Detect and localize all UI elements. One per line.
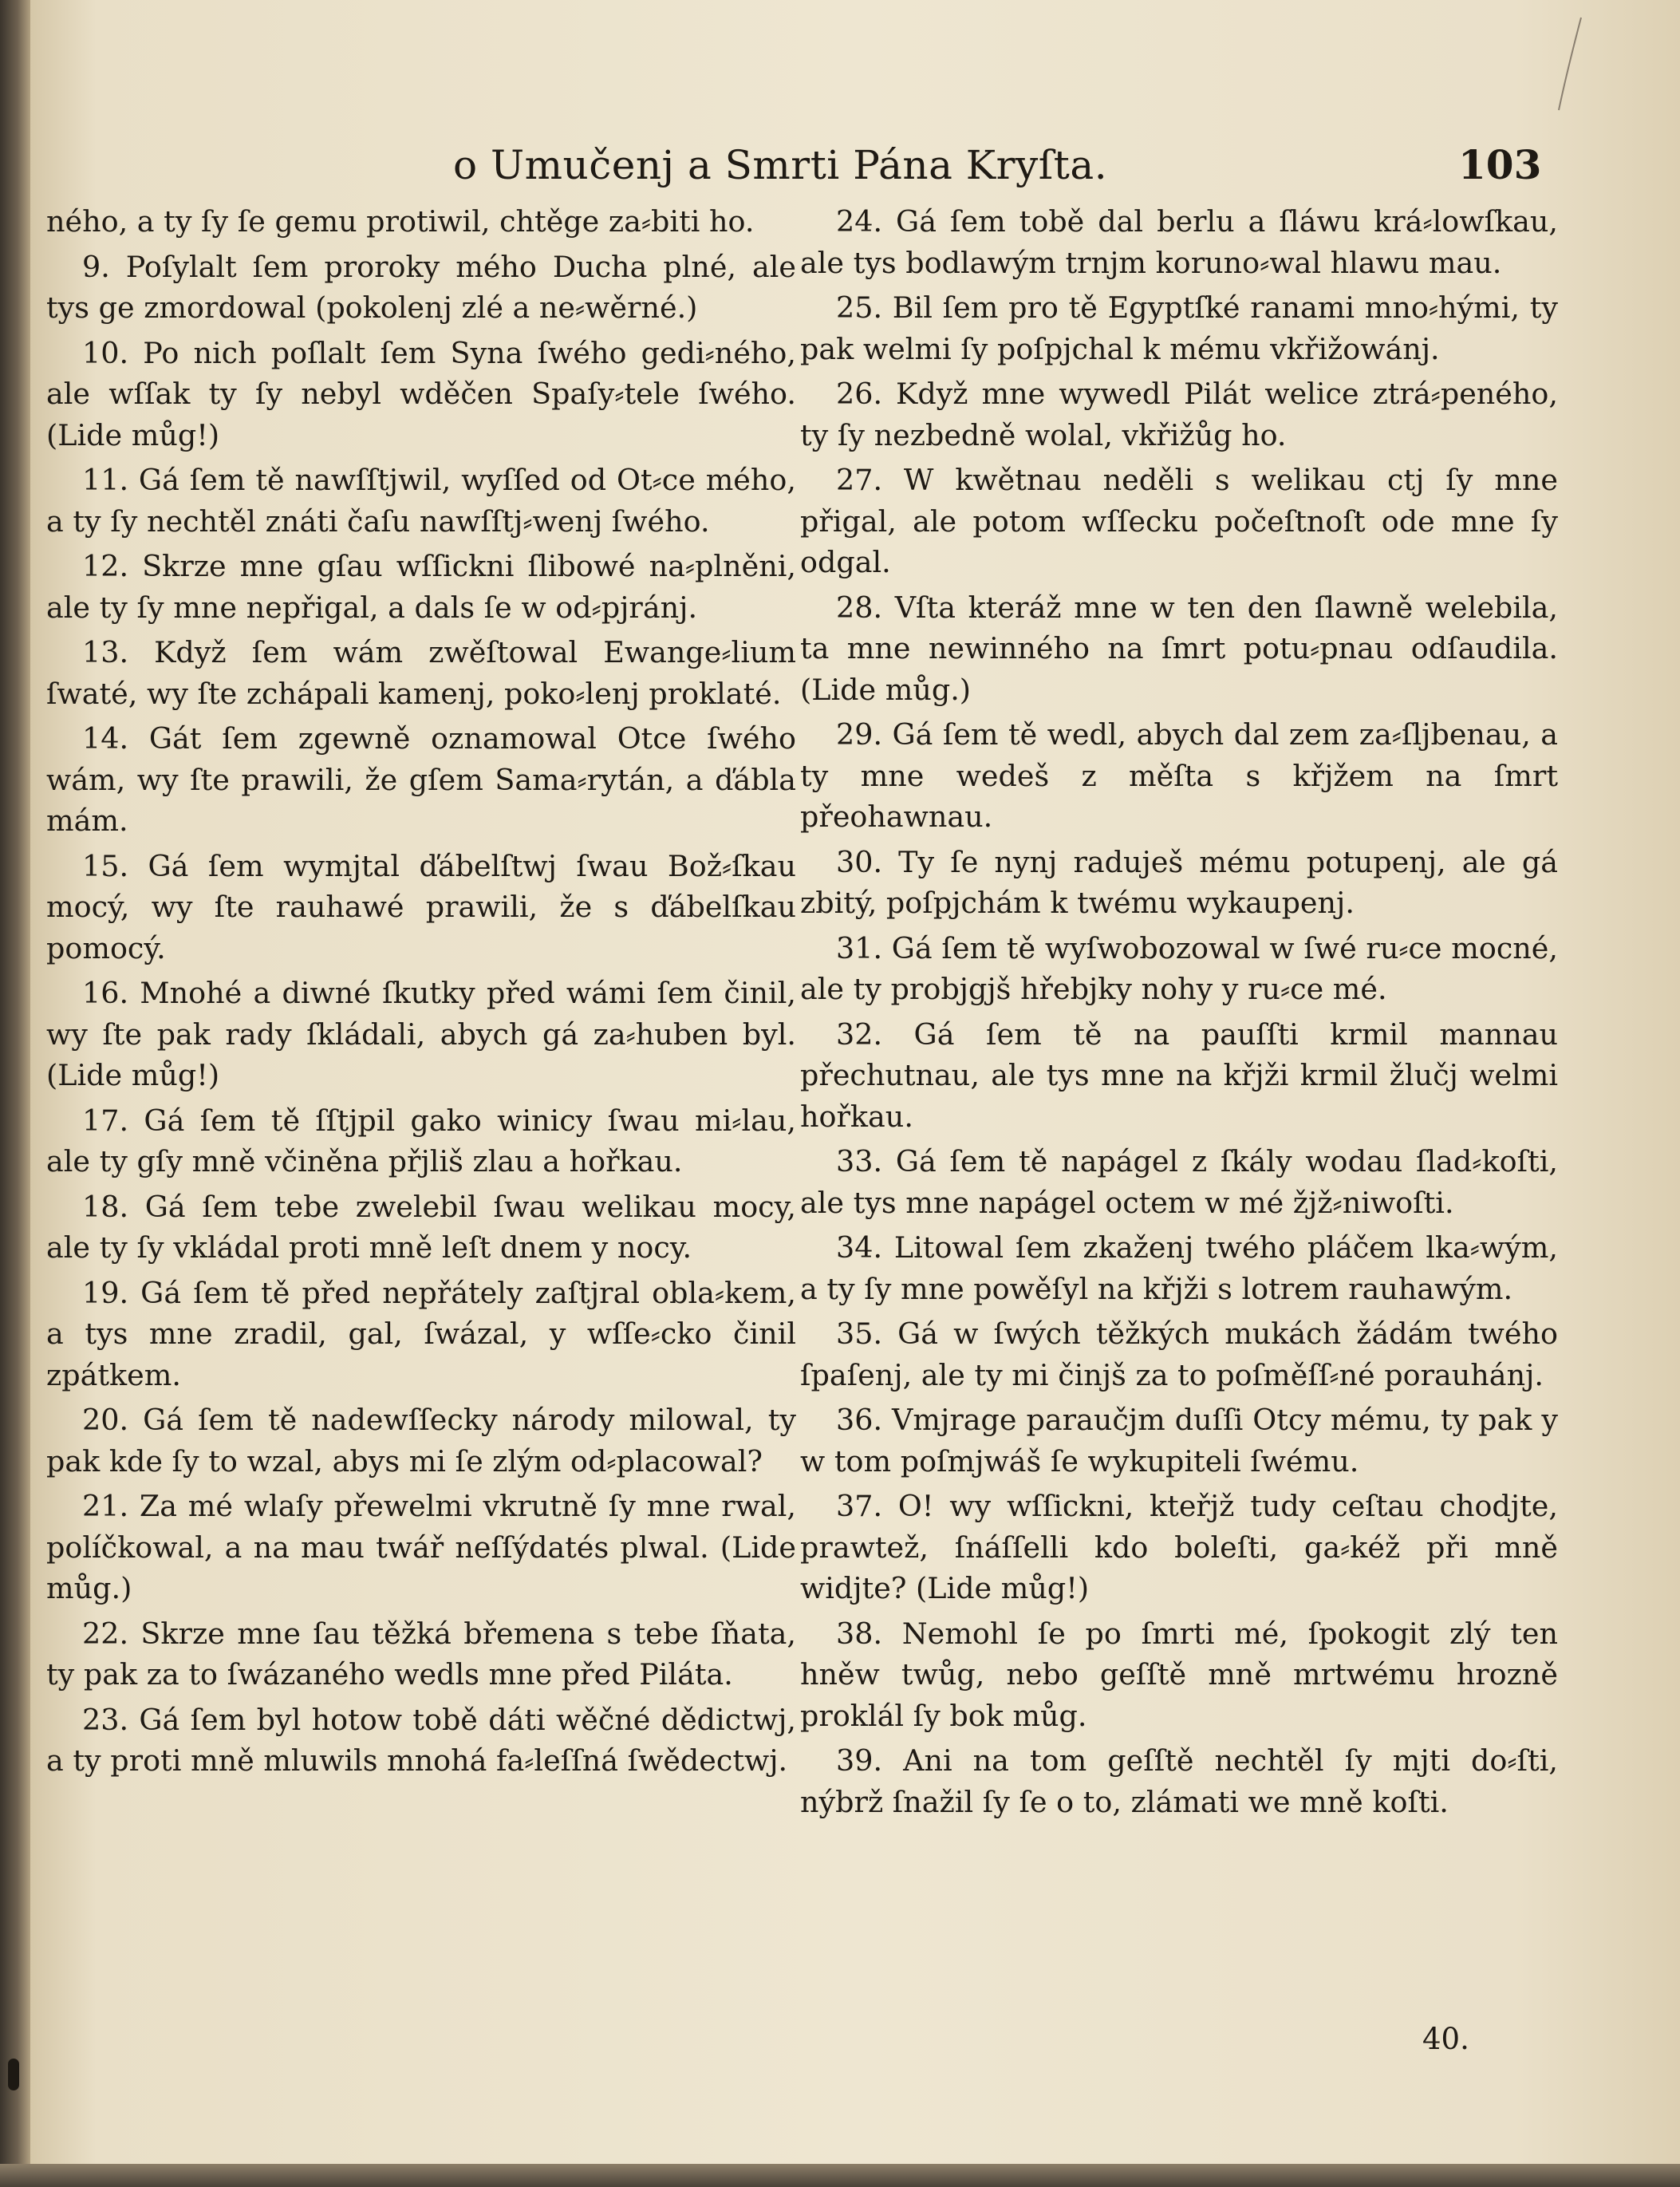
paragraph: 30. Ty ſe nynj raduješ mému potupenj, ale gá zbitý, poſpjchám k twému wykaupenj. bbox=[800, 844, 1558, 920]
paragraph: 39. Ani na tom geſſtě nechtěl ſy mjti do⸗ſti, nýbrž ſnažil ſy ſe o to, zlámati we mně koſti. bbox=[800, 1743, 1558, 1819]
paragraph: 38. Nemohl ſe po ſmrti mé, ſpokogit zlý ten hněw twůg, nebo geſſtě mně mrtwému hrozně proklál ſy bok můg. bbox=[800, 1616, 1558, 1733]
paragraph: 26. Když mne wywedl Pilát welice ztrá⸗peného, ty ſy nezbedně wolal, vkřižůg ho. bbox=[800, 377, 1558, 452]
paragraph: 14. Gát ſem zgewně oznamowal Otce ſwého wám, wy ſte prawili, že gſem Sama⸗rytán, a ďábla mám. bbox=[46, 721, 796, 838]
paragraph: 35. Gá w ſwých těžkých mukách žádám twého ſpaſenj, ale ty mi činjš za to poſměſſ⸗né porauhánj. bbox=[800, 1317, 1558, 1392]
left-column bbox=[46, 201, 796, 1786]
paragraph: 21. Za mé wlaſy přewelmi vkrutně ſy mne rwal, políčkowal, a na mau twář neſſýdatés plwal. (Lide můg.) bbox=[46, 1489, 796, 1605]
paragraph: 16. Mnohé a diwné ſkutky před wámi ſem činil, wy ſte pak rady ſkládali, abych gá za⸗huben byl. (Lide můg!) bbox=[46, 976, 796, 1092]
paragraph: 37. O! wy wſſickni, kteřjž tudy ceſtau chodjte, prawtež, ſnáſſelli kdo boleſti, ga⸗kéž při mně widjte? (Lide můg!) bbox=[800, 1489, 1558, 1605]
paragraph: 25. Bil ſem pro tě Egyptſké ranami mno⸗hými, ty pak welmi ſy poſpjchal k mému vkřižowánj. bbox=[800, 290, 1558, 366]
paragraph: 27. W kwětnau neděli s welikau ctj ſy mne přigal, ale potom wſſecku počeſtnoſt ode mne ſy odgal. bbox=[800, 463, 1558, 579]
paragraph: 23. Gá ſem byl hotow tobě dáti wěčné dědictwj, a ty proti mně mluwils mnohá fa⸗leſſná ſwědectwj. bbox=[46, 1702, 796, 1778]
scan-bottom-edge bbox=[0, 2164, 1680, 2187]
paragraph: 29. Gá ſem tě wedl, abych dal zem za⸗ſljbenau, a ty mne wedeš z měſta s křjžem na ſmrt přeohawnau. bbox=[800, 717, 1558, 834]
paragraph: 34. Litowal ſem zkaženj twého pláčem lka⸗wým, a ty ſy mne powěſyl na křjži s lotrem rauhawým. bbox=[800, 1230, 1558, 1306]
book-page bbox=[30, 0, 1680, 2164]
running-title: o Umučenj a Smrti Pána Kryſta. bbox=[453, 142, 1108, 188]
page-number: 103 bbox=[1458, 141, 1542, 188]
paragraph: 12. Skrze mne gſau wſſickni ſlibowé na⸗plněni, ale ty ſy mne nepřigal, a dals ſe w od⸗pjránj. bbox=[46, 549, 796, 625]
paragraph: ného, a ty ſy ſe gemu protiwil, chtěge za⸗biti ho. bbox=[46, 204, 755, 239]
paragraph: 19. Gá ſem tě před nepřátely zaſtjral obla⸗kem, a tys mne zradil, gal, ſwázal, y wſſe⸗cko činil zpátkem. bbox=[46, 1275, 796, 1392]
catchword: 40. bbox=[1422, 2022, 1469, 2056]
paragraph: 17. Gá ſem tě ſſtjpil gako winicy ſwau mi⸗lau, ale ty gſy mně včiněna přjliš zlau a hořkau. bbox=[46, 1103, 796, 1178]
paragraph: 22. Skrze mne ſau těžká břemena s tebe ſňata, ty pak za to ſwázaného wedls mne před Piláta. bbox=[46, 1616, 796, 1692]
paragraph: 13. Když ſem wám zwěſtowal Ewange⸗lium ſwaté, wy ſte zchápali kamenj, poko⸗lenj proklaté. bbox=[46, 635, 796, 711]
paragraph: 15. Gá ſem wymjtal ďábelſtwj ſwau Bož⸗ſkau mocý, wy ſte rauhawé prawili, že s ďábelſkau pomocý. bbox=[46, 848, 796, 965]
paragraph: 18. Gá ſem tebe zwelebil ſwau welikau mocy, ale ty ſy vkládal proti mně leſt dnem y nocy. bbox=[46, 1189, 796, 1265]
paragraph: 28. Vſta kteráž mne w ten den ſlawně welebila, ta mne newinného na ſmrt potu⸗pnau odſaudila. (Lide můg.) bbox=[800, 590, 1558, 707]
paragraph: 11. Gá ſem tě nawſſtjwil, wyſſed od Ot⸗ce mého, a ty ſy nechtěl znáti čaſu nawſſtj⸗wenj ſwého. bbox=[46, 463, 796, 539]
paragraph: 31. Gá ſem tě wyſwobozowal w ſwé ru⸗ce mocné, ale ty probjgjš hřebjky nohy y ru⸗ce mé. bbox=[800, 930, 1558, 1006]
paragraph: 24. Gá ſem tobě dal berlu a ſláwu krá⸗lowſkau, ale tys bodlawým trnjm koruno⸗wal hlawu mau. bbox=[800, 204, 1558, 280]
paragraph: 10. Po nich poſlalt ſem Syna ſwého gedi⸗ného, ale wſſak ty ſy nebyl wděčen Spaſy⸗tele ſwého. (Lide můg!) bbox=[46, 335, 796, 452]
paragraph: 36. Vmjrage paraučjm duſſi Otcy mému, ty pak y w tom poſmjwáš ſe wykupiteli ſwému. bbox=[800, 1403, 1558, 1478]
paragraph: 33. Gá ſem tě napágel z ſkály wodau ſlad⸗koſti, ale tys mne napágel octem w mé žjž⸗niwoſti. bbox=[800, 1144, 1558, 1220]
running-header bbox=[30, 137, 1680, 193]
paragraph: 32. Gá ſem tě na pauſſti krmil mannau přechutnau, ale tys mne na křjži krmil žlučj welmi hořkau. bbox=[800, 1017, 1558, 1134]
scan-left-edge bbox=[0, 0, 32, 2187]
paragraph: 9. Poſylalt ſem proroky mého Ducha plné, ale tys ge zmordowal (pokolenj zlé a ne⸗wěrné.) bbox=[46, 249, 796, 325]
paragraph: 20. Gá ſem tě nadewſſecky národy milowal, ty pak kde ſy to wzal, abys mi ſe zlým od⸗placowal? bbox=[46, 1403, 796, 1478]
margin-ink-mark bbox=[8, 2059, 19, 2090]
pencil-stroke-mark bbox=[1552, 16, 1584, 112]
right-column bbox=[800, 201, 1558, 1826]
